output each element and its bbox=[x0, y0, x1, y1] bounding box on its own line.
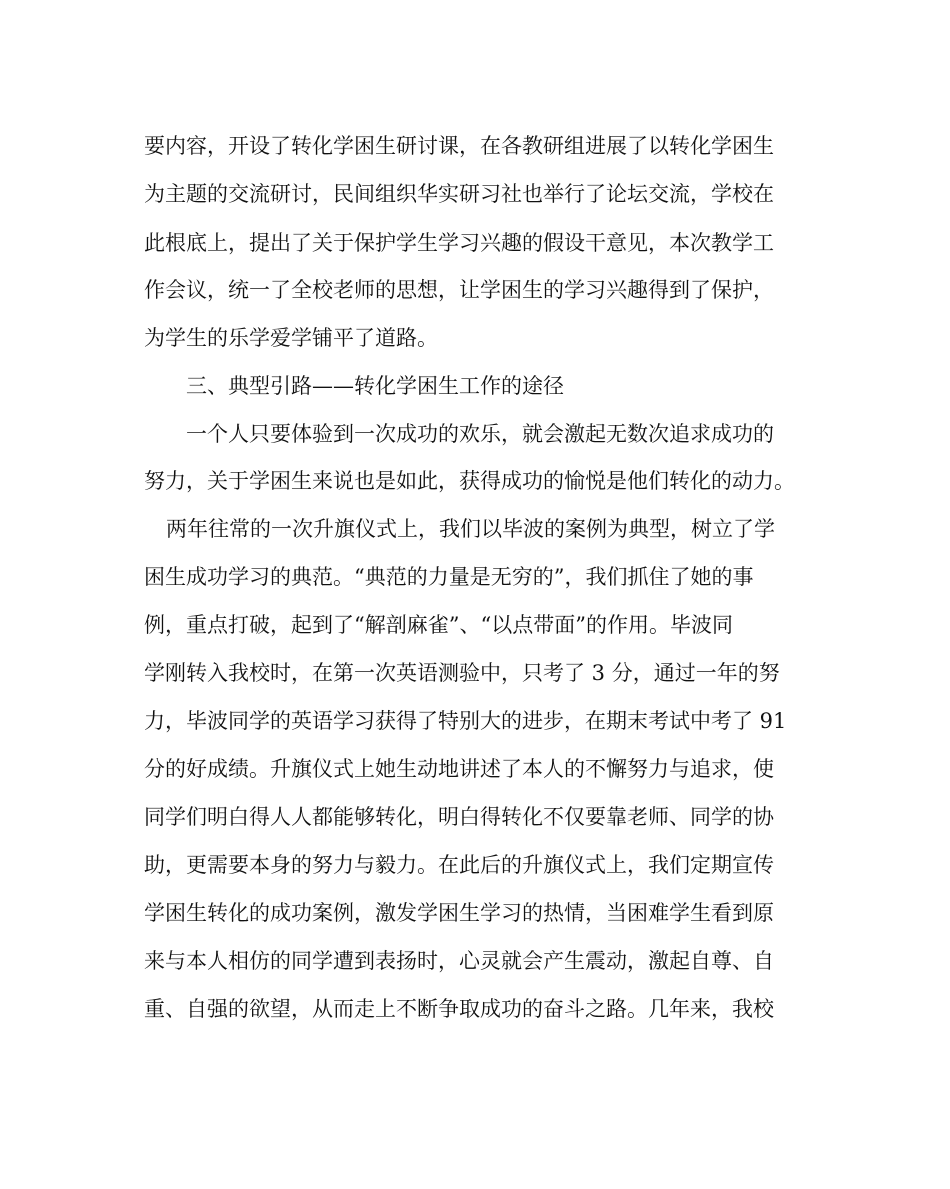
text-line: 重、自强的欲望，从而走上不断争取成功的奋斗之路。几年来，我校 bbox=[144, 997, 774, 1021]
text-line: 作会议，统一了全校老师的思想，让学困生的学习兴趣得到了保护， bbox=[144, 278, 774, 302]
text-line: 努力，关于学困生来说也是如此，获得成功的愉悦是他们转化的动力。 bbox=[144, 469, 795, 493]
text-line: 学刚转入我校时，在第一次英语测验中，只考了 3 分，通过一年的努 bbox=[144, 661, 780, 685]
section-heading: 三、典型引路——转化学困生工作的途径 bbox=[186, 374, 564, 398]
text-line: 来与本人相仿的同学遭到表扬时，心灵就会产生震动，激起自尊、自 bbox=[144, 949, 774, 973]
text-line: 同学们明白得人人都能够转化，明白得转化不仅要靠老师、同学的协 bbox=[144, 805, 774, 829]
text-line: 要内容，开设了转化学困生研讨课，在各教研组进展了以转化学困生 bbox=[144, 134, 774, 158]
text-line: 一个人只要体验到一次成功的欢乐，就会激起无数次追求成功的 bbox=[186, 422, 774, 446]
text-line: 困生成功学习的典范。“典范的力量是无穷的”，我们抓住了她的事 bbox=[144, 565, 754, 589]
text-line: 学困生转化的成功案例，激发学困生学习的热情，当困难学生看到原 bbox=[144, 901, 774, 925]
text-line: 此根底上，提出了关于保护学生学习兴趣的假设干意见，本次教学工 bbox=[144, 231, 774, 255]
text-line: 分的好成绩。升旗仪式上她生动地讲述了本人的不懈努力与追求，使 bbox=[144, 757, 774, 781]
text-line: 为主题的交流研讨，民间组织华实研习社也举行了论坛交流，学校在 bbox=[144, 182, 774, 206]
body-text bbox=[144, 124, 814, 1031]
text-line: 两年往常的一次升旗仪式上，我们以毕波的案例为典型，树立了学 bbox=[166, 517, 775, 541]
text-line: 力，毕波同学的英语学习获得了特别大的进步，在期末考试中考了 91 bbox=[144, 709, 787, 733]
text-line: 例，重点打破，起到了“解剖麻雀”、“以点带面”的作用。毕波同 bbox=[144, 613, 733, 637]
text-line: 为学生的乐学爱学铺平了道路。 bbox=[144, 326, 438, 350]
text-line: 助，更需要本身的努力与毅力。在此后的升旗仪式上，我们定期宣传 bbox=[144, 853, 774, 877]
